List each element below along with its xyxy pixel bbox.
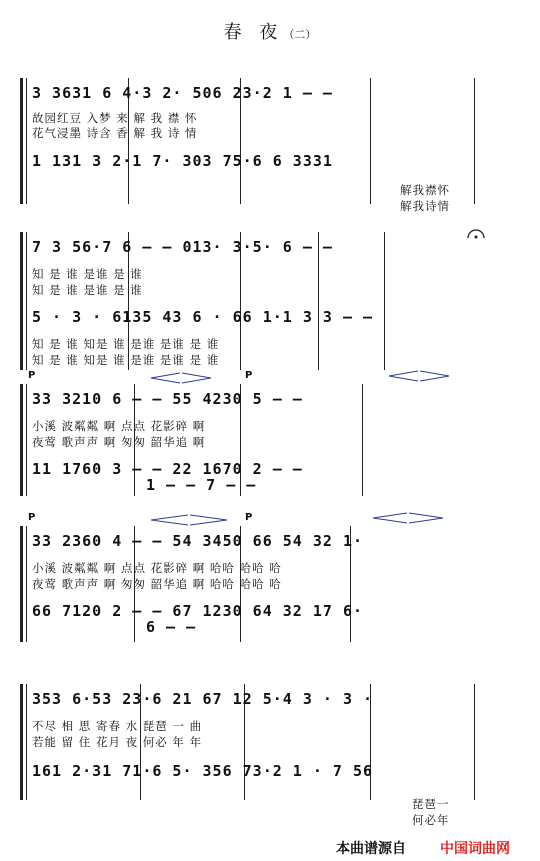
upper-notes: 33 3210 6 — — 55 4230 5 — —	[32, 390, 303, 408]
lyric-verse-3: 知 是 谁 知是 谁 是谁 是谁 是 谁	[32, 337, 220, 351]
system-barline-start	[20, 232, 23, 370]
page-title	[0, 18, 540, 44]
lyric-verse-2: 夜莺 歌声声 啊 匆匆 韶华追 啊	[32, 435, 206, 449]
upper-notes: 7 3 56·7 6 — — 013· 3·5· 6 — —	[32, 238, 333, 256]
lower-notes-2: 1 — — 7 — —	[146, 476, 257, 494]
lyric-verse-1: 小溪 波粼粼 啊 点点 花影碎 啊 哈哈 哈哈 哈	[32, 561, 282, 575]
upper-notes: 33 2360 4 — — 54 3450 66 54 32 1·	[32, 532, 364, 550]
lower-lyric-2: 何必年	[412, 813, 450, 827]
lyric-verse-1: 小溪 波粼粼 啊 点点 花影碎 啊	[32, 419, 206, 433]
lyric-verse-2: 夜莺 歌声声 啊 匆匆 韶华追 啊 哈哈 哈哈 哈	[32, 577, 282, 591]
lyric-verse-2: 若能 留 住 花月 夜 何必 年 年	[32, 735, 203, 749]
lower-notes: 1 131 3 2·1 7· 303 75·6 6 3331	[32, 152, 333, 170]
system-barline-start	[20, 526, 23, 642]
system-barline-start-thin	[26, 232, 27, 370]
system-barline-start	[20, 384, 23, 496]
system-barline-start	[20, 684, 23, 800]
lyric-verse-1: 知 是 谁 是谁 是 谁	[32, 267, 143, 281]
lower-lyric-1: 解我襟怀	[400, 183, 450, 197]
lyric-verse-1: 故园红豆 入梦 来 解 我 襟 怀	[32, 111, 198, 125]
lower-notes: 5 · 3 · 6135 43 6 · 66 1·1 3 3 — —	[32, 308, 374, 326]
fermata-icon	[466, 226, 486, 240]
lower-notes: 161 2·31 71·6 5· 356 73·2 1 · 7 56	[32, 762, 374, 780]
lower-lyric-1: 琵琶一	[412, 797, 450, 811]
dynamic-piano: P	[245, 512, 253, 523]
title-subtitle: （二）	[283, 28, 317, 41]
system-barline-start-thin	[26, 78, 27, 204]
dynamic-piano: P	[28, 370, 36, 381]
system-barline-start	[20, 78, 23, 204]
lyric-verse-2: 花气浸墨 诗含 香 解 我 诗 情	[32, 126, 198, 140]
source-credit: 本曲谱源自	[336, 841, 406, 857]
lyric-verse-1: 不尽 相 思 寄春 水 琵琶 一 曲	[32, 719, 203, 733]
lower-notes: 66 7120 2 — — 67 1230 64 32 17 6·	[32, 602, 364, 620]
upper-notes: 3 3631 6 4·3 2· 506 23·2 1 — —	[32, 84, 333, 102]
system-barline-start-thin	[26, 684, 27, 800]
crescendo-decrescendo-icon	[372, 512, 444, 524]
lyric-verse-4: 知 是 谁 知是 谁 是谁 是谁 是 谁	[32, 353, 220, 367]
dynamic-piano: P	[245, 370, 253, 381]
crescendo-decrescendo-icon	[388, 370, 450, 382]
crescendo-decrescendo-icon	[150, 372, 212, 384]
lower-notes-2: 6 — —	[146, 618, 197, 636]
system-barline-start-thin	[26, 526, 27, 642]
title-text: 春 夜	[223, 22, 284, 43]
lyric-verse-2: 知 是 谁 是谁 是 谁	[32, 283, 143, 297]
crescendo-decrescendo-icon	[150, 514, 228, 526]
system-barline-start-thin	[26, 384, 27, 496]
lower-notes: 11 1760 3 — — 22 1670 2 — —	[32, 460, 303, 478]
site-link[interactable]: 中国词曲网	[440, 841, 510, 857]
upper-notes: 353 6·53 23·6 21 67 12 5·4 3 · 3 ·	[32, 690, 374, 708]
lower-lyric-2: 解我诗情	[400, 199, 450, 213]
dynamic-piano: P	[28, 512, 36, 523]
